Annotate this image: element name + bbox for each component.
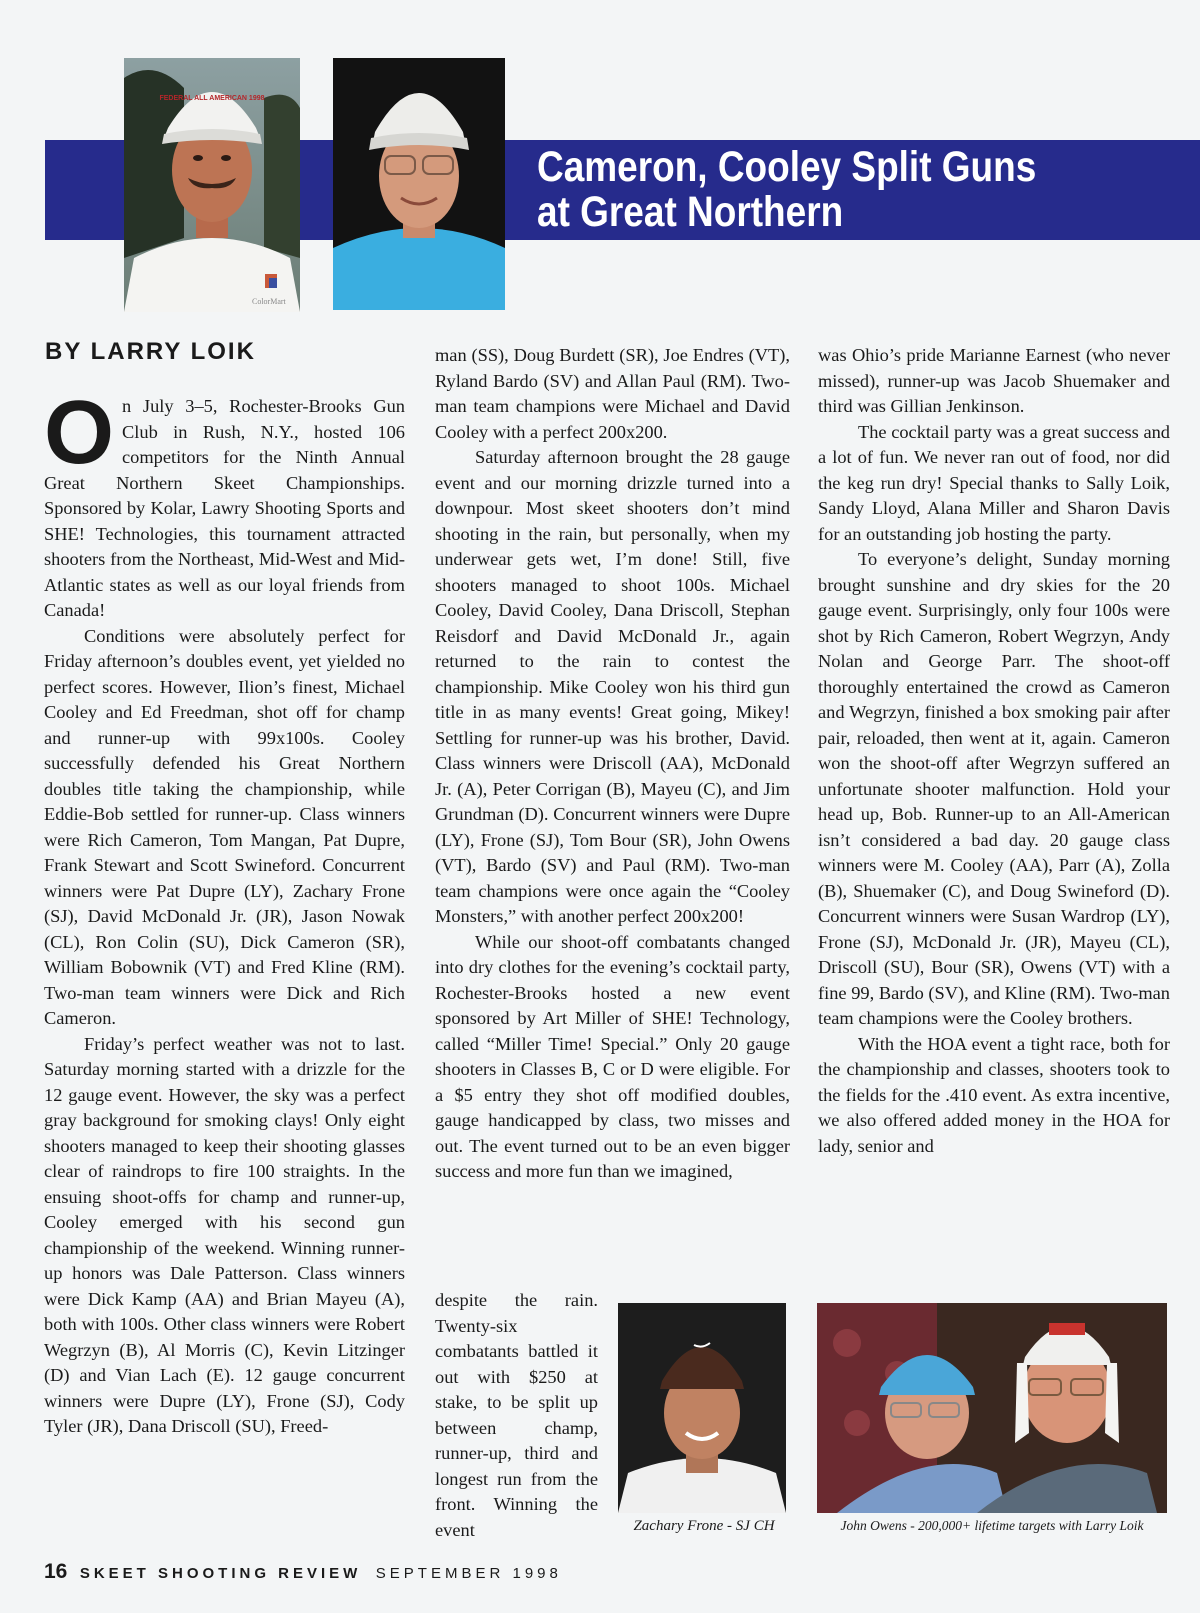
article-column-2-continued: [435, 1288, 598, 1543]
paragraph: man (SS), Doug Burdett (SR), Joe Endres (VT), Ryland Bardo (SV) and Allan Paul (RM). Two-man team champions were Michael and David Cooley with a perfect 200x200.: [435, 345, 790, 442]
article-column-3: [818, 343, 1170, 1159]
photo-john-owens-and-larry-loik: [817, 1303, 1167, 1513]
photo-caption: John Owens - 200,000+ lifetime targets with Larry Loik: [840, 1518, 1144, 1533]
paragraph: Friday’s perfect weather was not to last. Saturday morning started with a drizzle for the 12 gauge event. However, the sky was a perfect gray background for smoking clays! Only eight shooters managed to keep their shooting glasses clear of raindrops to fire 100 straights. In the ensuing shoot-offs for champ and runner-up, Cooley emerged with his second gun championship of the weekend. Winning runner-up honors was Dale Patterson. Class winners were Dick Kamp (AA) and Brian Mayeu (A), both with 100s. Other class winners were Robert Wegrzyn (B), Al Morris (C), Kevin Litzinger (D) and Vian Lach (E). 12 gauge concurrent winners were Dupre (LY), Frone (SJ), Cody Tyler (JR), Dana Driscoll (SU), Freed-: [44, 1033, 405, 1436]
paragraph: To everyone’s delight, Sunday morning brought sunshine and dry skies for the 20 gauge event. Surprisingly, only four 100s were shot by Rich Cameron, Robert Wegrzyn, Andy Nolan and George Parr. The shoot-off thoroughly entertained the crowd as Cameron and Wegrzyn, finished a box smoking pair after pair, reloaded, then went at it, again. Cameron won the shoot-off after Wegrzyn suffered an unfortunate shooter malfunction. Hold your head up, Bob. Runner-up to an All-American isn’t considered a bad day. 20 gauge class winners were M. Cooley (AA), Parr (A), Zolla (B), Shuemaker (C), and Doug Swineford (D). Concurrent winners were Susan Wardrop (LY), Frone (SJ), McDonald Jr. (JR), Mayeu (CL), Driscoll (SU), Bour (SR), Owens (VT) with a fine 99, Bardo (SV), and Kline (RM). Two-man team champions were the Cooley brothers.: [818, 549, 1170, 1028]
article-title: [537, 145, 1087, 235]
photo-rich-cameron: [124, 58, 300, 312]
photo-watermark: ColorMart: [252, 297, 286, 306]
title-line-2: at Great Northern: [537, 188, 844, 236]
paragraph: Conditions were absolutely perfect for Friday afternoon’s doubles event, yet yielded no perfect scores. However, Ilion’s finest, Michael Cooley and Ed Freedman, shot off for champ and runner-up with 99x100s. Cooley successfully defended his Great Northern doubles title taking the championship, while Eddie-Bob settled for runner-up. Class winners were Rich Cameron, Tom Mangan, Pat Dupre, Frank Stewart and Scott Swineford. Concurrent winners were Pat Dupre (LY), Zachary Frone (SJ), David McDonald Jr. (JR), Jason Nowak (CL), Ron Colin (SU), Dick Cameron (SR), William Bobownik (VT) and Fred Kline (RM). Two-man team winners were Dick and Rich Cameron.: [44, 625, 405, 1028]
photo-zachary-frone: [618, 1303, 786, 1513]
magazine-name: SKEET SHOOTING REVIEW: [79, 1565, 362, 1582]
title-line-1: Cameron, Cooley Split Guns: [537, 143, 1037, 191]
drop-cap: O: [44, 383, 115, 483]
paragraph-text: n July 3–5, Rochester-Brooks Gun Club in Rush, N.Y., hosted 106 competitors for the Ninth Annual Great Northern Skeet Championships. Sponsored by Kolar, Lawry Shooting Sports and SHE! Technologies, this tournament attracted shooters from the Northeast, Mid-West and Mid-Atlantic states as well as our loyal friends from Canada!: [44, 396, 405, 620]
paragraph: [44, 383, 405, 624]
byline: BY LARRY LOIK: [45, 338, 256, 365]
paragraph: despite the rain. Twenty-six combatants battled it out with $250 at stake, to be split up between champ, runner-up, third and longest run from the front. Winning the event: [435, 1290, 598, 1540]
photo-michael-cooley: [333, 58, 505, 310]
article-column-1: [44, 383, 405, 1440]
page-number: 16: [44, 1560, 68, 1583]
paragraph: The cocktail party was a great success and a lot of fun. We never ran out of food, nor did the keg run dry! Special thanks to Sally Loik, Sandy Lloyd, Alana Miller and Sharon Davis for an outstanding job hosting the party.: [818, 421, 1170, 544]
paragraph: While our shoot-off combatants changed into dry clothes for the evening’s cocktail party, Rochester-Brooks hosted a new event sponsored by Art Miller of SHE! Technology, called “Miller Time! Special.” Only 20 gauge shooters in Classes B, C or D were eligible. For a $5 entry they shot off modified doubles, gauge handicapped by class, two misses and out. The event turned out to be an even bigger success and more fun than we imagined,: [435, 931, 790, 1181]
cap-logo-text: FEDERAL ALL AMERICAN 1998: [159, 95, 265, 102]
paragraph: With the HOA event a tight race, both for the championship and classes, shooters took to the fields for the .410 event. As extra incentive, we also offered added money in the HOA for lady, senior and: [818, 1033, 1170, 1156]
issue-date: SEPTEMBER 1998: [375, 1565, 562, 1582]
paragraph: was Ohio’s pride Marianne Earnest (who never missed), runner-up was Jacob Shuemaker and third was Gillian Jenkinson.: [818, 345, 1170, 416]
page-footer: [44, 1560, 562, 1584]
paragraph: Saturday afternoon brought the 28 gauge event and our morning drizzle turned into a downpour. Most skeet shooters don’t mind shooting in the rain, but personally, when my underwear gets wet, I’m done! Still, five shooters managed to shoot 100s. Michael Cooley, David Cooley, Dana Driscoll, Stephan Reisdorf and David McDonald Jr., again returned to the rain to contest the championship. Mike Cooley won his third gun title in as many events! Great going, Mikey! Settling for runner-up was his brother, David. Class winners were Driscoll (AA), McDonald Jr. (A), Peter Corrigan (B), Mayeu (C), and Jim Grundman (D). Concurrent winners were Dupre (LY), Frone (SJ), Tom Bour (SR), John Owens (VT), Bardo (SV) and Paul (RM). Two-man team champions were once again the “Cooley Monsters,” with another perfect 200x200!: [435, 447, 790, 926]
article-column-2: [435, 343, 790, 1185]
photo-caption: Zachary Frone - SJ CH: [633, 1518, 775, 1534]
